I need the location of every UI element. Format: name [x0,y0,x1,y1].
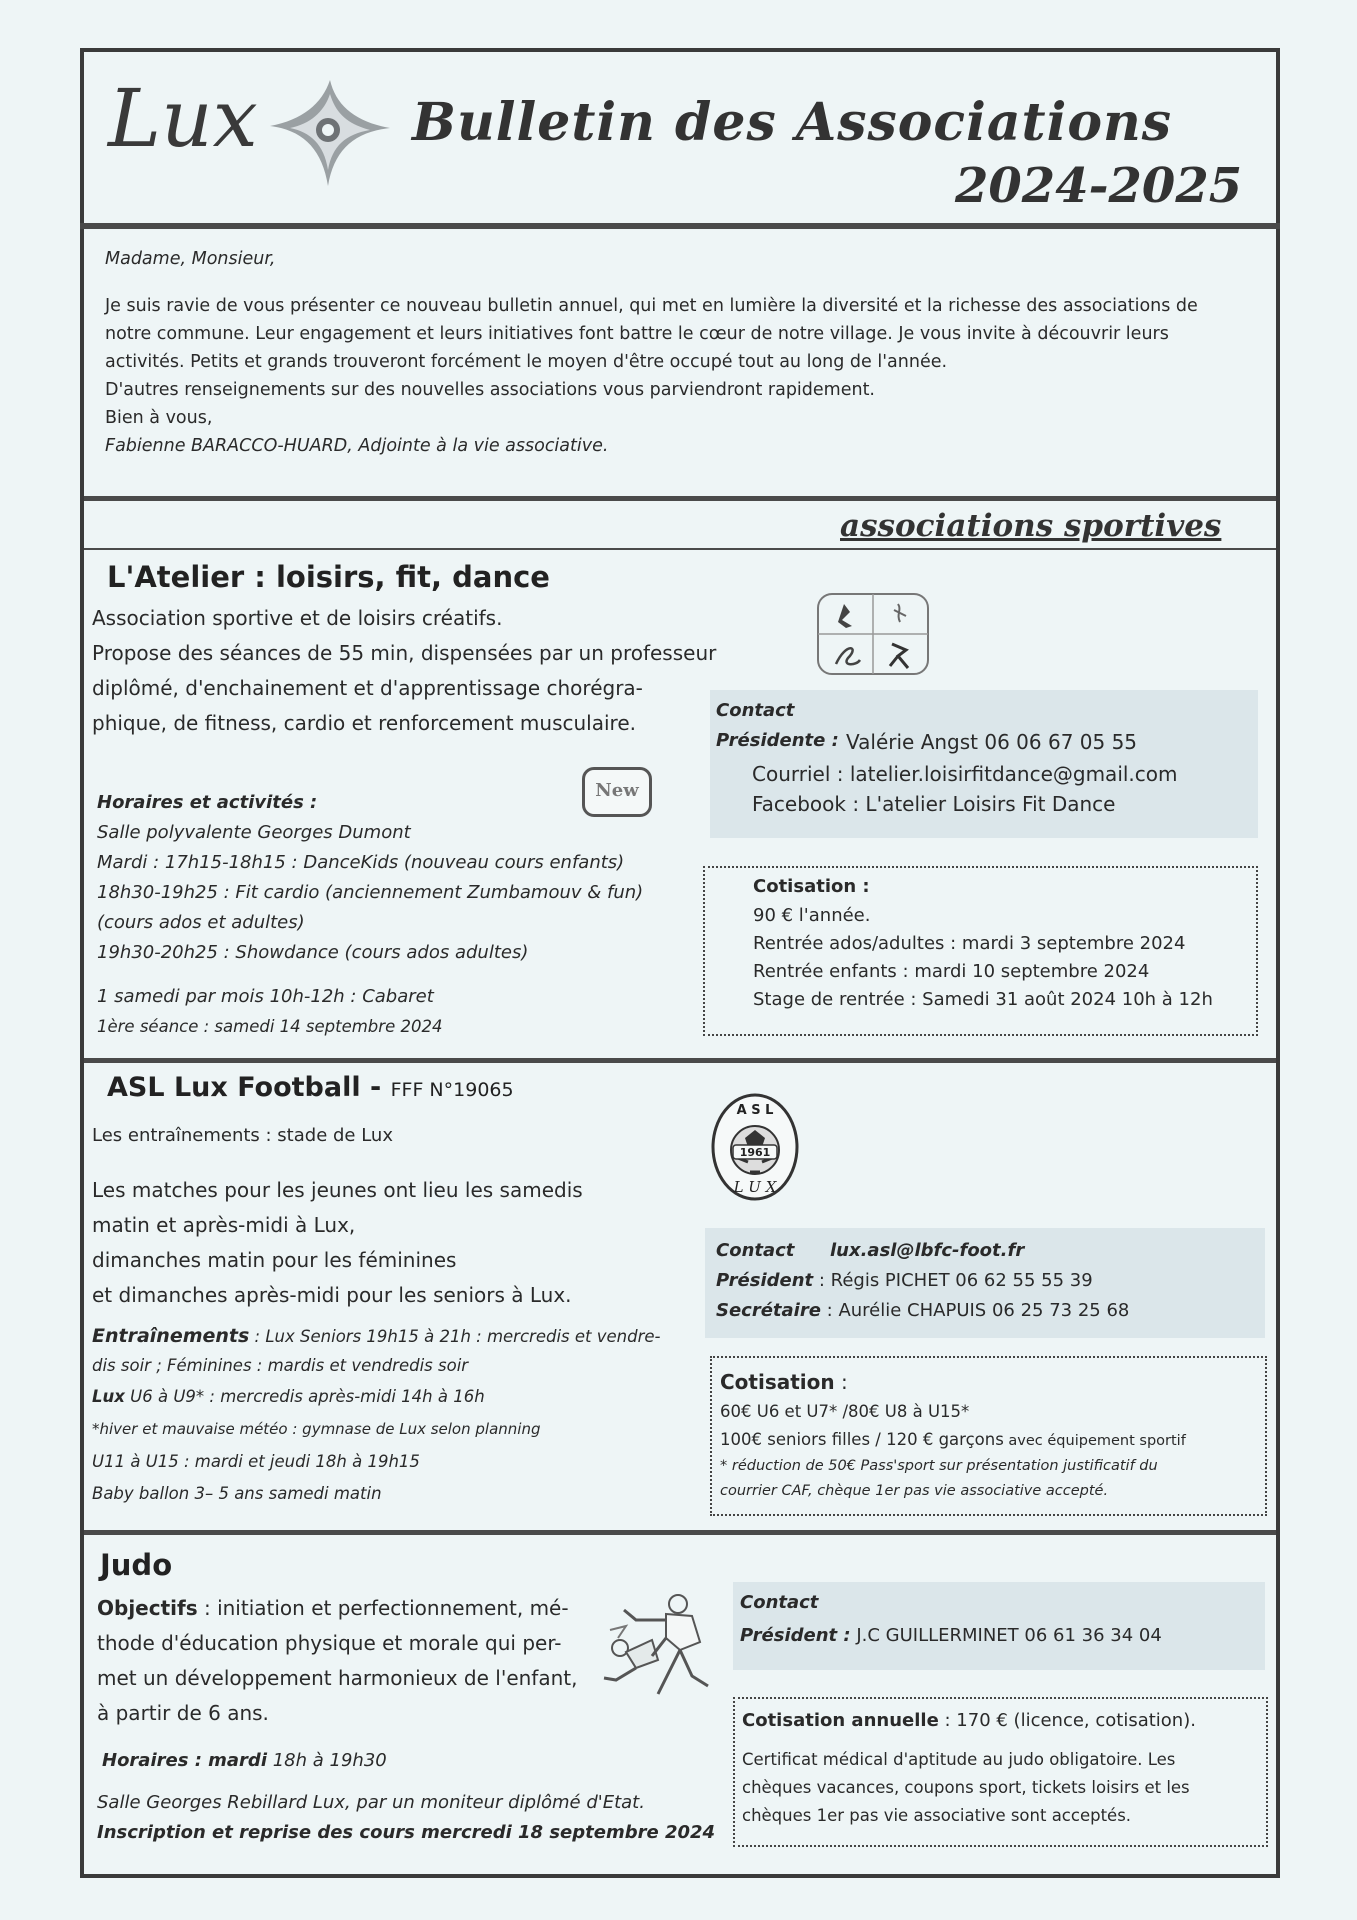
intro-line: notre commune. Leur engagement et leurs initiatives font battre le cœur de notre village. Je vous invite à découvrir leurs [105,324,1169,344]
atelier-schedule-line: Salle polyvalente Georges Dumont [97,822,411,843]
football-weather-note: *hiver et mauvaise météo : gymnase de Lux selon planning [92,1420,541,1438]
atelier-schedule-title: Horaires et activités : [97,792,318,813]
atelier-first-session: 1ère séance : samedi 14 septembre 2024 [97,1017,443,1036]
bulletin-year: 2024-2025 [955,158,1243,214]
judo-cotisation-line: Cotisation annuelle : 170 € (licence, cotisation). [742,1710,1196,1731]
football-cotisation-note: * réduction de 50€ Pass'sport sur présentation justificatif du [720,1458,1158,1474]
football-training-place: Les entraînements : stade de Lux [92,1125,393,1146]
new-badge: New [582,767,652,817]
football-contact-label: Contact [716,1240,795,1261]
atelier-cotisation-line: 90 € l'année. [753,905,871,926]
atelier-schedule-line: 19h30-20h25 : Showdance (cours ados adultes) [97,942,529,963]
atelier-logo-icon [816,592,930,676]
header-divider [80,223,1280,229]
atelier-president-value: Valérie Angst 06 06 67 05 55 [846,730,1138,754]
atelier-desc-line: Propose des séances de 55 min, dispensées par un professeur [92,641,717,665]
intro-signature: Fabienne BARACCO-HUARD, Adjointe à la vie associative. [105,436,609,456]
judo-objectifs-line: met un développement harmonieux de l'enfant, [97,1666,578,1690]
atelier-email: Courriel : latelier.loisirfitdance@gmail.com [752,762,1178,786]
atelier-schedule-line: 18h30-19h25 : Fit cardio (anciennement Zumbamouv & fun) [97,882,644,903]
asl-logo-top: A S L [736,1103,774,1118]
judo-note-line: chèques vacances, coupons sport, tickets loisirs et les [742,1778,1190,1797]
asl-logo-year: 1961 [739,1146,771,1159]
atelier-cotisation-label: Cotisation : [753,876,870,897]
section-divider [84,1530,1276,1535]
intro-line: Bien à vous, [105,408,213,428]
football-training-line: dis soir ; Féminines : mardis et vendredis soir [92,1356,469,1375]
football-matches-line: matin et après-midi à Lux, [92,1213,356,1237]
football-contact-email[interactable]: lux.asl@lbfc-foot.fr [830,1240,1025,1261]
football-training-line: Entraînements : Lux Seniors 19h15 à 21h : mercredis et vendre- [92,1325,661,1347]
asl-logo-icon [710,1092,800,1202]
atelier-cabaret: 1 samedi par mois 10h-12h : Cabaret [97,986,434,1007]
atelier-title: L'Atelier : loisirs, fit, dance [107,560,550,594]
atelier-facebook: Facebook : L'atelier Loisirs Fit Dance [752,792,1116,816]
atelier-president-label: Présidente : [716,730,839,751]
judo-president-line: Président : J.C GUILLERMINET 06 61 36 34 04 [740,1625,1162,1646]
judo-fighters-icon [596,1590,731,1700]
football-u6-line: Lux U6 à U9* : mercredis après-midi 14h à 16h [92,1387,485,1406]
section-divider [84,496,1276,501]
atelier-cotisation-line: Stage de rentrée : Samedi 31 août 2024 10h à 12h [753,989,1213,1010]
football-cotisation-label: Cotisation : [720,1370,848,1394]
football-matches-line: dimanches matin pour les féminines [92,1248,457,1272]
judo-horaires: Horaires : mardi 18h à 19h30 [102,1750,387,1771]
atelier-desc-line: diplômé, d'enchainement et d'apprentissage chorégra- [92,676,643,700]
judo-objectifs-line: Objectifs : initiation et perfectionnement, mé- [97,1596,569,1620]
football-matches-line: Les matches pour les jeunes ont lieu les samedis [92,1178,583,1202]
football-cotisation-line: 60€ U6 et U7* /80€ U8 à U15* [720,1402,970,1421]
atelier-cotisation-line: Rentrée ados/adultes : mardi 3 septembre 2024 [753,933,1186,954]
intro-line: activités. Petits et grands trouveront forcément le moyen d'être occupé tout au long de l'année. [105,352,948,372]
intro-line: Je suis ravie de vous présenter ce nouveau bulletin annuel, qui met en lumière la diversité et la richesse des associations de [105,296,1198,316]
lux-emblem-icon [262,74,397,194]
intro-line: D'autres renseignements sur des nouvelles associations vous parviendront rapidement. [105,380,875,400]
football-title: ASL Lux Football - FFF N°19065 [107,1072,514,1103]
football-baby-line: Baby ballon 3– 5 ans samedi matin [92,1484,382,1503]
category-underline [84,548,1276,550]
judo-title: Judo [100,1548,173,1582]
football-matches-line: et dimanches après-midi pour les seniors à Lux. [92,1283,572,1307]
judo-note-line: Certificat médical d'aptitude au judo obligatoire. Les [742,1750,1176,1769]
judo-inscription: Inscription et reprise des cours mercredi 18 septembre 2024 [97,1822,716,1843]
football-cotisation-line: 100€ seniors filles / 120 € garçons avec équipement sportif [720,1430,1186,1449]
intro-greeting: Madame, Monsieur, [105,249,276,269]
judo-note-line: chèques 1er pas vie associative sont acceptés. [742,1806,1132,1825]
category-heading: associations sportives [840,508,1222,544]
football-u11-line: U11 à U15 : mardi et jeudi 18h à 19h15 [92,1452,420,1471]
atelier-schedule-line: Mardi : 17h15-18h15 : DanceKids (nouveau cours enfants) [97,852,625,873]
atelier-contact-label: Contact [716,700,795,721]
football-president-line: Président : Régis PICHET 06 62 55 55 39 [716,1270,1093,1291]
judo-objectifs-line: à partir de 6 ans. [97,1701,269,1725]
judo-contact-label: Contact [740,1592,819,1613]
football-secretary-line: Secrétaire : Aurélie CHAPUIS 06 25 73 25 68 [716,1300,1130,1321]
atelier-desc-line: phique, de fitness, cardio et renforcement musculaire. [92,711,636,735]
bulletin-title: Bulletin des Associations [412,92,1173,153]
football-fff-number: FFF N°19065 [390,1079,514,1101]
section-divider [84,1058,1276,1063]
judo-objectifs-line: thode d'éducation physique et morale qui per- [97,1631,562,1655]
atelier-cotisation-line: Rentrée enfants : mardi 10 septembre 2024 [753,961,1150,982]
atelier-desc-line: Association sportive et de loisirs créatifs. [92,606,503,630]
judo-salle: Salle Georges Rebillard Lux, par un moniteur diplômé d'Etat. [97,1792,645,1813]
atelier-schedule-line: (cours ados et adultes) [97,912,305,933]
football-cotisation-note: courrier CAF, chèque 1er pas vie associative accepté. [720,1483,1109,1499]
lux-logo-text: Lux [108,72,258,165]
asl-logo-bottom: L U X [733,1178,777,1196]
